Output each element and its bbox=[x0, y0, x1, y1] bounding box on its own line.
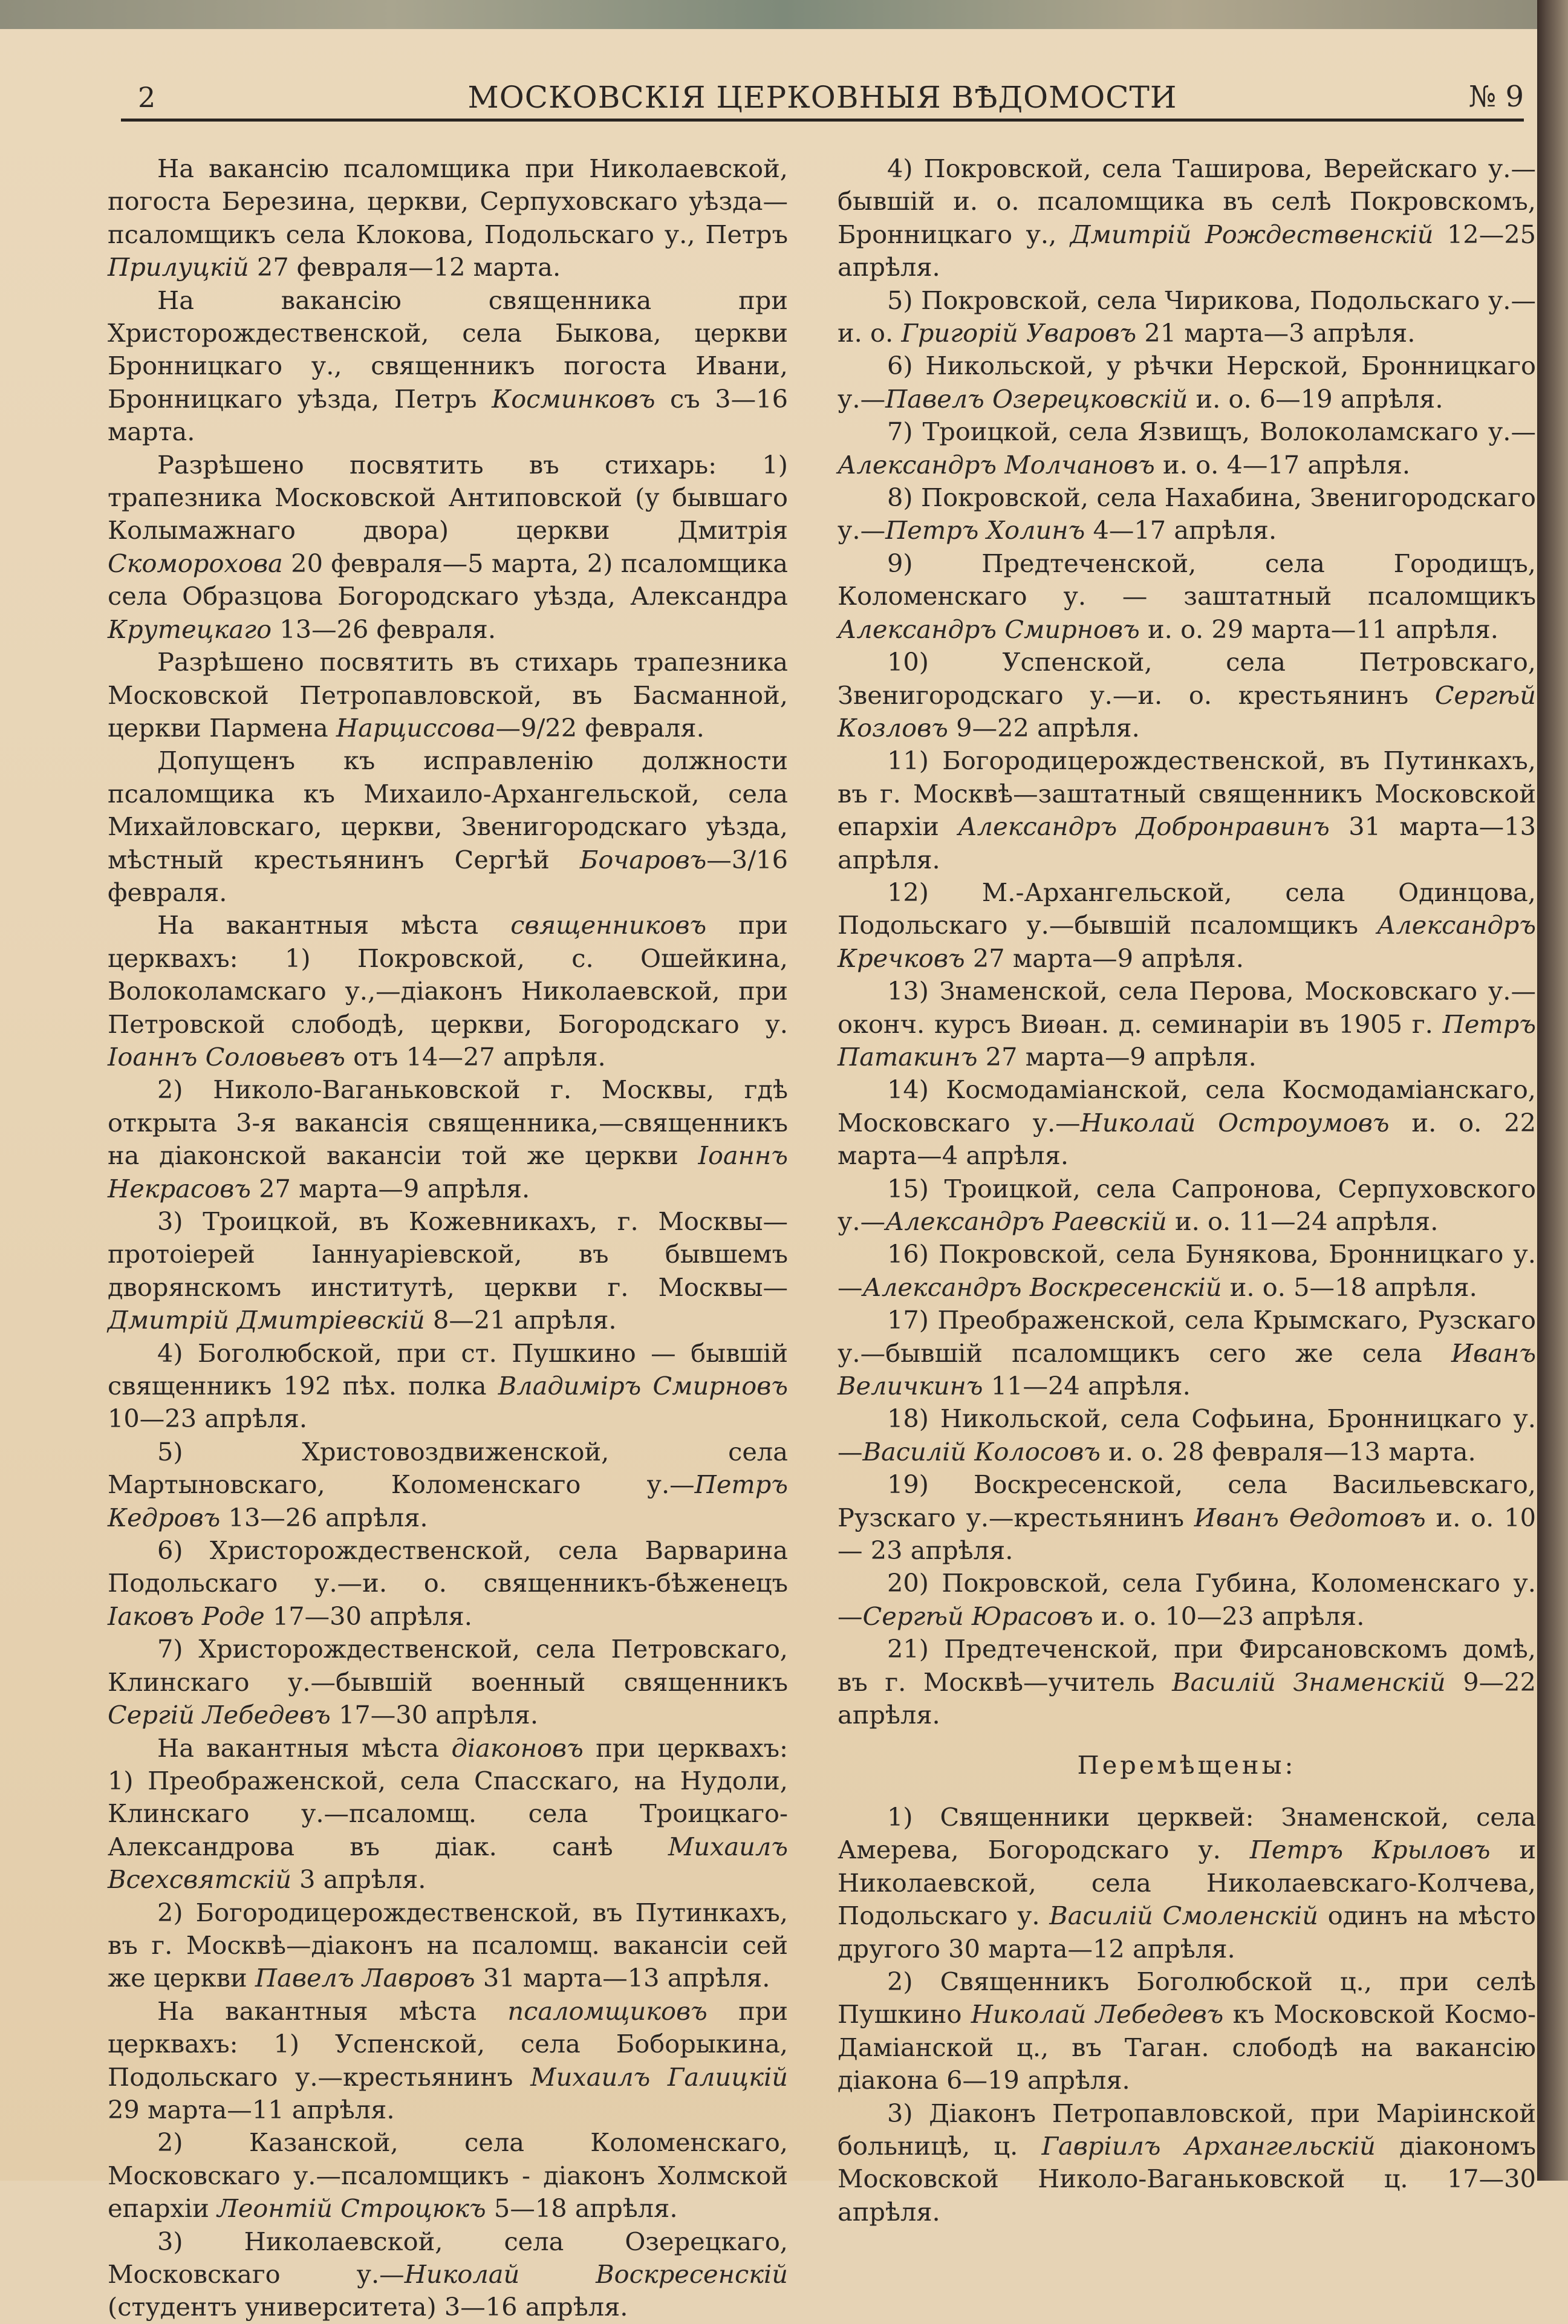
paragraph: 14) Космодаміанской, села Космодаміанскаго, Московскаго у.—Николай Остроумовъ и. о. 22 марта—4 апрѣля. bbox=[838, 1075, 1536, 1171]
paragraph: 3) Троицкой, въ Кожевникахъ, г. Москвы— протоіерей Іаннуаріевской, въ бывшемъ дворянскомъ институтѣ, церкви г. Москвы—Дмитрій Дмитріевскій 8—21 апрѣля. bbox=[108, 1206, 788, 1335]
paragraph: 21) Предтеченской, при Фирсановскомъ домѣ, въ г. Москвѣ—учитель Василій Знаменскій 9—22 апрѣля. bbox=[838, 1634, 1536, 1730]
paragraph: 17) Преображенской, села Крымскаго, Рузскаго у.—бывшій псаломщикъ сего же села Иванъ Величкинъ 11—24 апрѣля. bbox=[838, 1305, 1536, 1401]
paragraph: 10) Успенской, села Петровскаго, Звенигородскаго у.—и. о. крестьянинъ Сергѣй Козловъ 9—22 апрѣля. bbox=[838, 647, 1536, 743]
left-column bbox=[108, 152, 788, 2324]
paragraph: 9) Предтеченской, села Городищъ, Коломенскаго у. — заштатный псаломщикъ Александръ Смирновъ и. о. 29 марта—11 апрѣля. bbox=[838, 548, 1536, 644]
paragraph: 2) Николо-Ваганьковской г. Москвы, гдѣ открыта 3-я вакансія священника,—священникъ на діаконской вакансіи той же церкви Іоаннъ Некрасовъ 27 марта—9 апрѣля. bbox=[108, 1075, 788, 1203]
paragraph: 2) Священникъ Боголюбской ц., при селѣ Пушкино Николай Лебедевъ къ Московской Космо-Даміанской ц., въ Таган. слободѣ на вакансію діакона 6—19 апрѣля. bbox=[838, 1966, 1536, 2095]
paragraph: 3) Діаконъ Петропавловской, при Маріинской больницѣ, ц. Гавріилъ Архангельскій діакономъ Московской Николо-Ваганьковской ц. 17—30 апрѣля. bbox=[838, 2098, 1536, 2227]
paragraph: 1) Священники церквей: Знаменской, села Амерева, Богородскаго у. Петръ Крыловъ и Николаевской, села Николаевскаго-Колчева, Подольскаго у. Василій Смоленскій одинъ на мѣсто другого 30 марта—12 апрѣля. bbox=[838, 1802, 1536, 1964]
paragraph: На вакансію псаломщика при Николаевской, погоста Березина, церкви, Серпуховскаго уѣзда— псаломщикъ села Клокова, Подольскаго у., Петръ Прилуцкій 27 февраля—12 марта. bbox=[108, 154, 788, 282]
paragraph: На вакантныя мѣста священниковъ при церквахъ: 1) Покровской, с. Ошейкина, Волоколамскаго у.,—діаконъ Николаевской, при Петровской слободѣ, церкви, Богородскаго у. Іоаннъ Соловьевъ отъ 14—27 апрѣля. bbox=[108, 910, 789, 1072]
paragraph: Разрѣшено посвятить въ стихарь: 1) трапезника Московской Антиповской (у бывшаго Колымажнаго двора) церкви Дмитрія Скоморохова 20 февраля—5 марта, 2) псаломщика села Образцова Богородскаго уѣзда, Александра Крутецкаго 13—26 февраля. bbox=[108, 449, 788, 644]
paragraph: 15) Троицкой, села Сапронова, Серпуховского у.—Александръ Раевскій и. о. 11—24 апрѣля. bbox=[838, 1173, 1536, 1236]
paragraph: 16) Покровской, села Бунякова, Бронницкаго у.—Александръ Воскресенскій и. о. 5—18 апрѣля. bbox=[838, 1239, 1536, 1302]
page-number: 2 bbox=[138, 81, 156, 114]
scan-right-edge bbox=[1537, 0, 1568, 2181]
paragraph: 19) Воскресенской, села Васильевскаго, Рузскаго у.—крестьянинъ Иванъ Ѳедотовъ и. о. 10— 23 апрѣля. bbox=[838, 1470, 1536, 1566]
journal-title: МОСКОВСКІЯ ЦЕРКОВНЫЯ ВѢДОМОСТИ bbox=[467, 80, 1177, 115]
paragraph: 11) Богородицерождественской, въ Путинкахъ, въ г. Москвѣ—заштатный священникъ Московской епархіи Александръ Добронравинъ 31 марта—13 апрѣля. bbox=[838, 746, 1536, 874]
paragraph: 7) Троицкой, села Язвищъ, Волоколамскаго у.— Александръ Молчановъ и. о. 4—17 апрѣля. bbox=[838, 417, 1536, 480]
paragraph: 8) Покровской, села Нахабина, Звенигородскаго у.—Петръ Холинъ 4—17 апрѣля. bbox=[838, 483, 1536, 545]
paragraph: 6) Христорождественской, села Варварина Подольскаго у.—и. о. священникъ-бѣженецъ Іаковъ Роде 17—30 апрѣля. bbox=[108, 1535, 788, 1631]
paragraph: На вакантныя мѣста діаконовъ при церквахъ: 1) Преображенской, села Спасскаго, на Нудоли, Клинскаго у.—псаломщ. села Троицкаго-Александрова въ діак. санѣ Михаилъ Всехсвятскій 3 апрѣля. bbox=[108, 1733, 789, 1895]
paragraph: 13) Знаменской, села Перова, Московскаго у.— оконч. курсъ Виѳан. д. семинаріи въ 1905 г. Петръ Патакинъ 27 марта—9 апрѣля. bbox=[838, 976, 1536, 1072]
paragraph: 6) Никольской, у рѣчки Нерской, Бронницкаго у.—Павелъ Озерецковскій и. о. 6—19 апрѣля. bbox=[838, 351, 1536, 414]
header-rule bbox=[121, 119, 1524, 122]
paragraph: 2) Богородицерождественской, въ Путинкахъ, въ г. Москвѣ—діаконъ на псаломщ. вакансіи сей же церкви Павелъ Лавровъ 31 марта—13 апрѣля. bbox=[108, 1897, 788, 1993]
paragraph: На вакансію священника при Христорождественской, села Быкова, церкви Бронницкаго у., священникъ погоста Ивани, Бронницкаго уѣзда, Петръ Косминковъ съ 3—16 марта. bbox=[108, 285, 788, 447]
paragraph: Разрѣшено посвятить въ стихарь трапезника Московской Петропавловской, въ Басманной, церкви Пармена Нарциссова—9/22 февраля. bbox=[108, 647, 788, 743]
paragraph: 4) Боголюбской, при ст. Пушкино — бывшій священникъ 192 пѣх. полка Владиміръ Смирновъ 10—23 апрѣля. bbox=[108, 1338, 788, 1434]
paragraph: 20) Покровской, села Губина, Коломенскаго у.—Сергѣй Юрасовъ и. о. 10—23 апрѣля. bbox=[838, 1568, 1536, 1631]
paragraph: 12) М.-Архангельской, села Одинцова, Подольскаго у.—бывшій псаломщикъ Александръ Кречковъ 27 марта—9 апрѣля. bbox=[838, 877, 1536, 973]
right-column bbox=[838, 152, 1536, 2228]
section-heading: Перемѣщены: bbox=[1077, 1750, 1296, 1780]
paragraph: Допущенъ къ исправленію должности псаломщика къ Михаило-Архангельской, села Михайловскаго, церкви, Звенигородскаго уѣзда, мѣстный крестьянинъ Сергѣй Бочаровъ—3/16 февраля. bbox=[108, 746, 788, 907]
paragraph: 5) Христовоздвиженской, села Мартыновскаго, Коломенскаго у.—Петръ Кедровъ 13—26 апрѣля. bbox=[108, 1436, 788, 1532]
paragraph: 7) Христорождественской, села Петровскаго, Клинскаго у.—бывшій военный священникъ Сергій Лебедевъ 17—30 апрѣля. bbox=[108, 1634, 788, 1730]
paragraph: 18) Никольской, села Софьина, Бронницкаго у.—Василій Колосовъ и. о. 28 февраля—13 марта. bbox=[838, 1404, 1536, 1466]
paragraph: 2) Казанской, села Коломенскаго, Московскаго у.—псаломщикъ - діаконъ Холмской епархіи Леонтій Строцюкъ 5—18 апрѣля. bbox=[108, 2127, 788, 2224]
page-header bbox=[121, 71, 1524, 120]
paragraph: На вакантныя мѣста псаломщиковъ при церквахъ: 1) Успенской, села Боборыкина, Подольскаго у.—крестьянинъ Михаилъ Галицкій 29 марта—11 апрѣля. bbox=[108, 1996, 788, 2124]
paragraph: 4) Покровской, села Таширова, Верейскаго у.— бывшій и. о. псаломщика въ селѣ Покровскомъ, Бронницкаго у., Дмитрій Рождественскій 12—25 апрѣля. bbox=[838, 154, 1536, 282]
issue-number: № 9 bbox=[1468, 80, 1524, 114]
paragraph: 5) Покровской, села Чирикова, Подольскаго у.— и. о. Григорій Уваровъ 21 марта—3 апрѣля. bbox=[838, 285, 1536, 348]
scan-top-edge bbox=[0, 0, 1568, 29]
paragraph: 3) Николаевской, села Озерецкаго, Московскаго у.—Николай Воскресенскій (студентъ университета) 3—16 апрѣля. bbox=[108, 2226, 788, 2322]
